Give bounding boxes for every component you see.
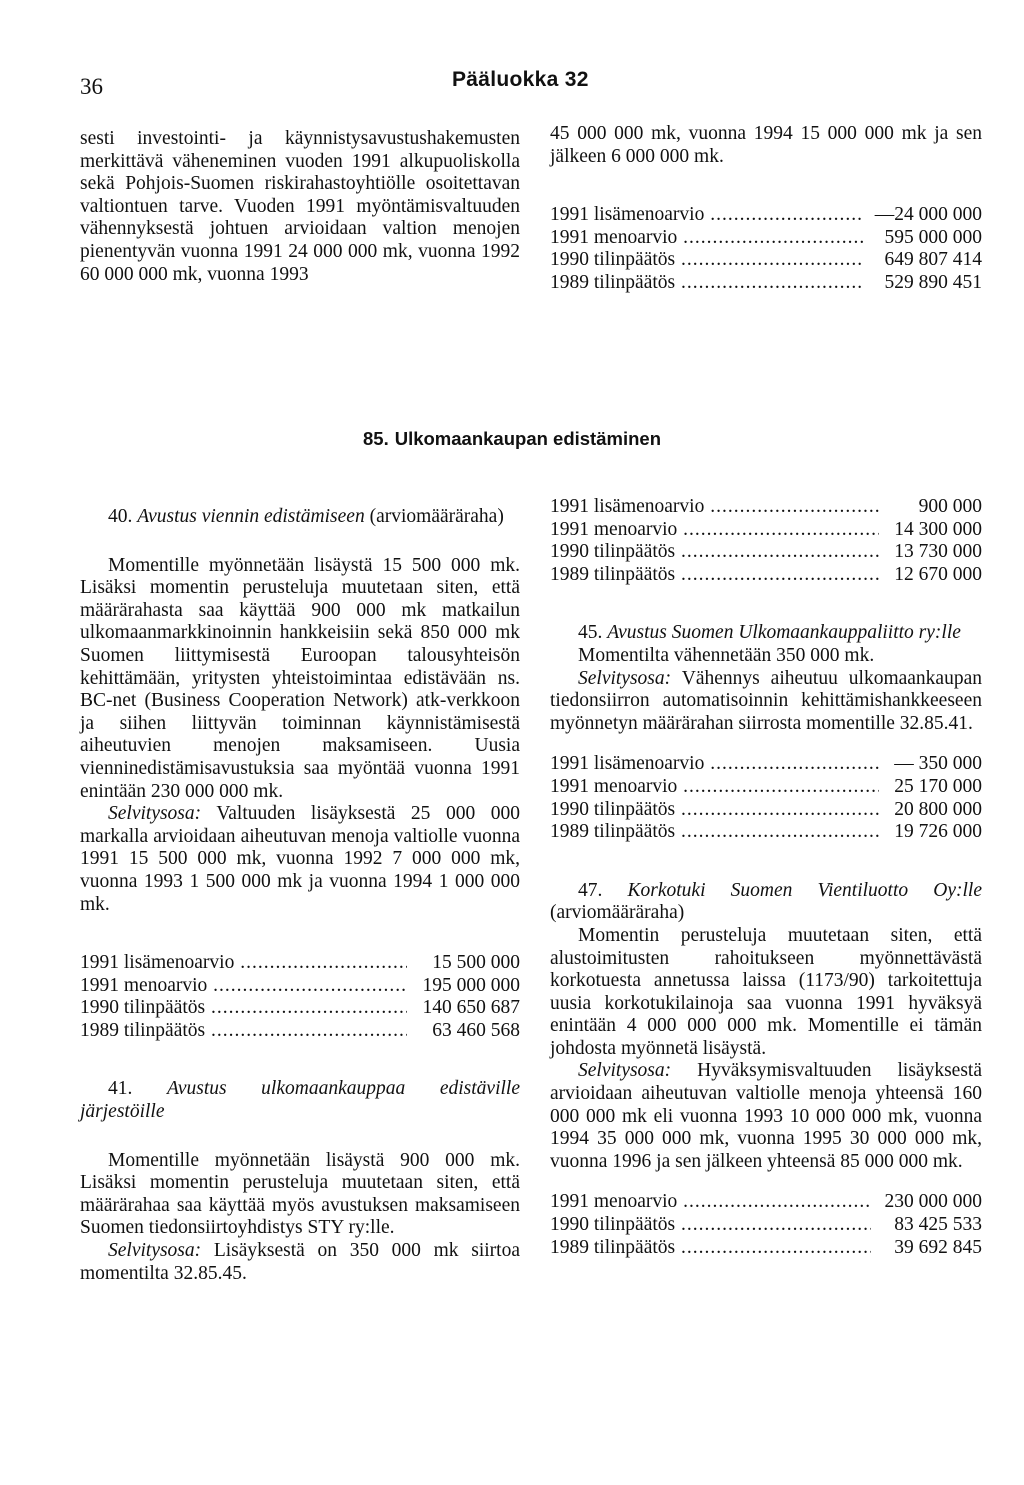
amount-label (550, 776, 879, 799)
item-41-heading (80, 1078, 520, 1123)
amount-row (80, 975, 520, 998)
item-47-note: (arviomääräraha) (550, 902, 685, 924)
amount-row (550, 753, 982, 776)
amount-label-text: 1990 tilinpäätös ..... (550, 799, 879, 820)
amount-label (550, 1237, 871, 1260)
lower-right-column (550, 496, 982, 1259)
amount-label (550, 519, 879, 542)
amount-label (550, 272, 864, 295)
item-47-amounts-table (550, 1191, 982, 1259)
amount-label-text: 1991 menoarvio ..... (550, 227, 864, 248)
amount-label-text: 1991 lisämenoarvio ..... (550, 753, 879, 774)
amount-value: 595 000 000 (884, 226, 982, 248)
amount-label (550, 541, 879, 564)
amount-label-text: 1989 tilinpäätös ..... (550, 564, 879, 585)
amount-label-text: 1991 menoarvio ..... (80, 975, 407, 996)
item-41-title: Avustus ulkomaankauppaa edistäville järjestöille (80, 1078, 520, 1123)
amount-label-text: 1991 menoarvio ..... (550, 1191, 871, 1212)
amount-value: 63 460 568 (432, 1019, 520, 1041)
amount-row (550, 541, 982, 564)
amount-label-text: 1989 tilinpäätös ..... (550, 821, 879, 842)
item-45-selvitys-text: Vähennys aiheutuu ulkomaankaupan tiedonsiirron automatisoinnin kehittämishankkeeseen myönnetyn määrärahan siirrosta momentille 32.85.41. (550, 667, 982, 734)
continuation-paragraph-right: 45 000 000 mk, vuonna 1994 15 000 000 mk ja sen jälkeen 6 000 000 mk. (550, 123, 982, 167)
amount-value: 195 000 000 (422, 974, 520, 996)
amount-row (550, 519, 982, 542)
item-40-number: 40. (108, 506, 133, 527)
amount-row (550, 227, 982, 250)
amount-label-text: 1991 menoarvio ..... (550, 776, 879, 797)
item-41-selvitys-text: Lisäyksestä on 350 000 mk siirtoa momentilta 32.85.45. (80, 1240, 520, 1284)
amount-row (550, 249, 982, 272)
item-40-selvitys-text: Valtuuden lisäyksestä 25 000 000 markalla arvioidaan aiheutuvan menoja valtiolle vuonna 1991 15 500 000 mk, vuonna 1992 7 000 000 mk, vuonna 1993 1 500 000 mk ja vuonna 1994 1 000 000 mk. (80, 803, 520, 915)
item-47-selvitys-label: Selvitysosa: (578, 1060, 672, 1082)
amount-row (550, 564, 982, 587)
amount-label-text: 1990 tilinpäätös ..... (80, 997, 407, 1018)
section-number: 85. (363, 428, 389, 449)
top-right-column (550, 123, 982, 295)
amount-label (550, 753, 879, 776)
amount-label (550, 227, 864, 250)
item-47-title: Korkotuki Suomen Vientiluotto Oy:lle (627, 879, 983, 901)
amount-label (80, 1020, 407, 1043)
amount-row (550, 204, 982, 227)
amount-value: 12 670 000 (894, 563, 982, 585)
amount-row (550, 272, 982, 295)
item-45-selvitys (550, 668, 982, 736)
amount-row (550, 1214, 982, 1237)
item-47-selvitys (550, 1060, 982, 1173)
amount-label (80, 952, 407, 975)
lower-left-column (80, 506, 520, 1285)
amount-label-text: 1990 tilinpäätös ..... (550, 541, 879, 562)
item-40-title: Avustus viennin edistämiseen (137, 506, 365, 527)
amount-value: — 350 000 (894, 753, 982, 775)
amount-label-text: 1989 tilinpäätös ..... (80, 1020, 407, 1041)
amount-value: 25 170 000 (894, 775, 982, 797)
item-45-selvitys-label: Selvitysosa: (578, 667, 672, 689)
item-41-amounts-table (550, 496, 982, 586)
continuation-paragraph: sesti investointi- ja käynnistysavustushakemusten merkittävä väheneminen vuoden 1991 alkupuoliskolla sekä Pohjois-Suomen riskirahastoyhtiölle osoitettavan valtiontuen tarve. Vuoden 1991 myöntämisvaltuuden vähennyksestä johtuen arvioidaan valtion menojen pienentyvän vuonna 1991 24 000 000 mk, vuonna 1992 60 000 000 mk, vuonna 1993 (80, 128, 520, 285)
item-41-number: 41. (108, 1078, 133, 1100)
amount-value: 649 807 414 (884, 249, 982, 271)
amount-row (550, 1191, 982, 1214)
item-45-body: Momentilta vähennetään 350 000 mk. (578, 644, 875, 666)
amount-label (80, 975, 407, 998)
amount-label (550, 249, 864, 272)
item-45-amounts-table (550, 753, 982, 843)
amount-row (80, 997, 520, 1020)
amount-label (550, 1214, 871, 1237)
item-45-number: 45. (578, 622, 603, 644)
amount-value: 83 425 533 (894, 1214, 982, 1236)
amount-label (550, 496, 879, 519)
item-47-body: Momentin perusteluja muutetaan siten, että alustoimitusten rahoitukseen myönnettävästä korkotuesta annetussa laissa (1173/90) tarkoitettuja uusia korkotukilainoja saa vuonna 1991 hyväksyä enintään 4 000 000 000 mk. Momentille ei tämän johdosta myönnetä lisäystä. (550, 924, 982, 1059)
amount-row (550, 496, 982, 519)
amount-value: 14 300 000 (894, 518, 982, 540)
amount-value: 39 692 845 (894, 1236, 982, 1258)
amount-label (80, 997, 407, 1020)
top-amounts-table (550, 204, 982, 294)
amount-value: 230 000 000 (884, 1191, 982, 1213)
amount-value: 529 890 451 (884, 271, 982, 293)
amount-label-text: 1991 menoarvio ..... (550, 519, 879, 540)
amount-label (550, 1191, 871, 1214)
amount-label (550, 799, 879, 822)
section-title: Ulkomaankaupan edistäminen (394, 428, 661, 449)
amount-label-text: 1991 lisämenoarvio ..... (550, 204, 864, 225)
item-41-selvitys-label: Selvitysosa: (108, 1240, 202, 1262)
amount-row (550, 821, 982, 844)
amount-row (550, 1237, 982, 1260)
amount-label-text: 1989 tilinpäätös ..... (550, 1237, 871, 1258)
amount-value: 13 730 000 (894, 541, 982, 563)
item-41-selvitys (80, 1240, 520, 1285)
item-47-number: 47. (578, 879, 603, 901)
item-40-selvitys (80, 803, 520, 916)
section-heading (0, 428, 1024, 450)
item-47-selvitys-text: Hyväksymisvaltuuden lisäyksestä arvioidaan aiheutuvan valtiolle menoja yhteensä 160 000 000 mk eli vuonna 1993 10 000 000 mk, vuonna 1994 35 000 000 mk, vuonna 1995 30 000 000 mk, vuonna 1996 ja sen jälkeen yhteensä 85 000 000 mk. (550, 1060, 982, 1172)
amount-label (550, 204, 864, 227)
item-47-heading (550, 880, 982, 925)
amount-value: 900 000 (918, 496, 982, 517)
item-41-body: Momentille myönnetään lisäystä 900 000 mk. Lisäksi momentin perusteluja muutetaan siten, että määrärahaa saa käyttää myös avustuksen maksamiseen Suomen tiedonsiirtoyhdistys STY ry:lle. (80, 1149, 520, 1239)
item-45-heading (550, 622, 982, 645)
item-40-amounts-table (80, 952, 520, 1042)
amount-row (550, 799, 982, 822)
item-40-selvitys-label: Selvitysosa: (108, 803, 202, 825)
amount-label-text: 1990 tilinpäätös ..... (550, 1214, 871, 1235)
amount-row (550, 776, 982, 799)
amount-value: 19 726 000 (894, 821, 982, 843)
amount-label (550, 821, 879, 844)
amount-label-text: 1991 lisämenoarvio ..... (80, 952, 407, 973)
amount-value: —24 000 000 (874, 204, 982, 226)
amount-label-text: 1991 lisämenoarvio ..... (550, 496, 879, 517)
amount-label (550, 564, 879, 587)
amount-label-text: 1989 tilinpäätös ..... (550, 272, 864, 293)
amount-row (80, 952, 520, 975)
page-title: Pääluokka 32 (452, 68, 589, 91)
item-40-body: Momentille myönnetään lisäystä 15 500 000 mk. Lisäksi momentin perusteluja muutetaan siten, että määrärahasta saa käyttää 900 000 mk matkailun ulkomaanmarkkinoinnin hankkeisiin sekä 850 000 mk Suomen liittymisestä Euroopan talousyhteisön kehittämään, yritysten yhteistoimintaa edistävään ns. BC-net (Business Cooperation Network) atk-verkkoon ja siihen liittyvän toiminnan käynnistämisestä aiheutuvien menojen maksamiseen. Uusia vienninedistämisavustuksia saa myöntää vuonna 1991 enintään 230 000 000 mk. (80, 554, 520, 802)
amount-value: 140 650 687 (422, 997, 520, 1019)
amount-row (80, 1020, 520, 1043)
item-40-note: (arviomääräraha) (369, 506, 504, 527)
item-40-heading (80, 506, 520, 529)
amount-value: 20 800 000 (894, 798, 982, 820)
amount-label-text: 1990 tilinpäätös ..... (550, 249, 864, 270)
amount-value: 15 500 000 (432, 952, 520, 974)
item-45-title: Avustus Suomen Ulkomaankauppaliitto ry:lle (607, 622, 961, 644)
top-left-column (80, 128, 520, 286)
page-number: 36 (80, 74, 103, 99)
